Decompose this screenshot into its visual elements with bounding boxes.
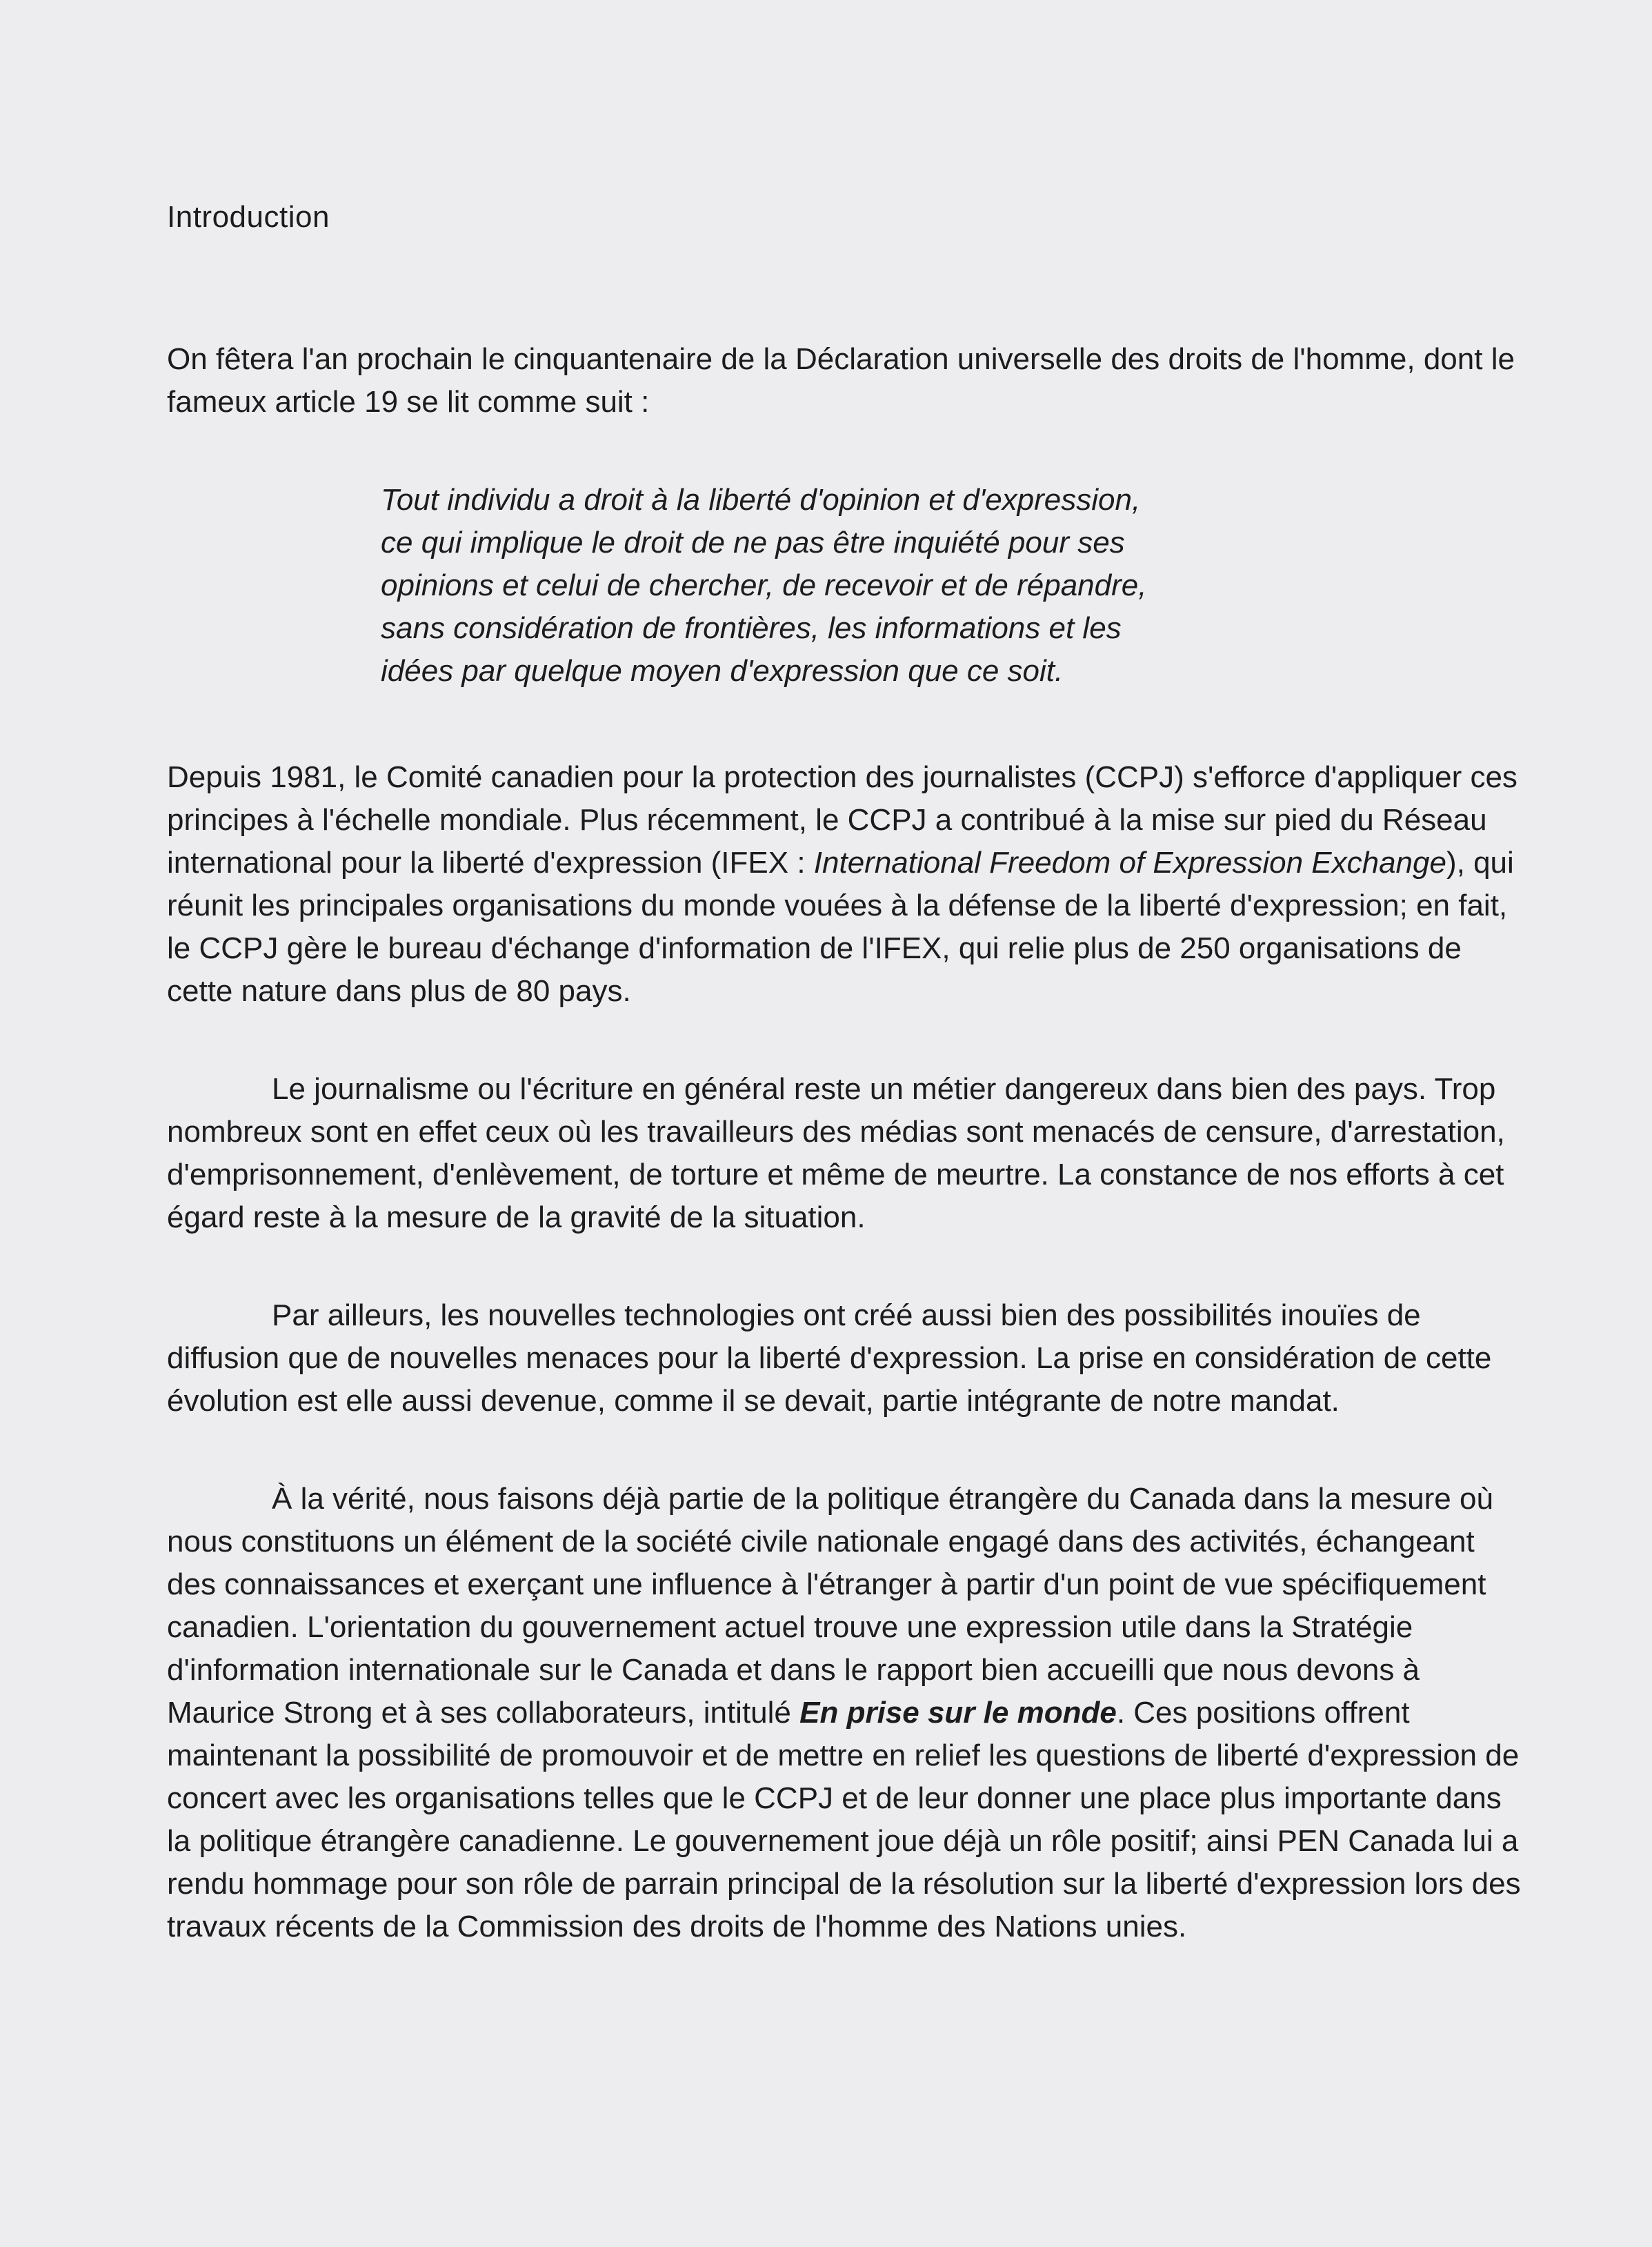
quote-line: ce qui implique le droit de ne pas être inquiété pour ses bbox=[381, 526, 1125, 560]
paragraph-2 bbox=[167, 756, 1521, 1013]
paragraph-2-text-b: ), qui réunit les principales organisations du monde vouées à la défense de la liberté d'expression; en fait, le CCPJ gère le bureau d'échange d'information de l'IFEX, qui relie plus de 250 organisations de cette nature dans plus de 80 pays. bbox=[167, 846, 1514, 1008]
quote-line: sans considération de frontières, les informations et les bbox=[381, 611, 1122, 645]
quote-line: Tout individu a droit à la liberté d'opinion et d'expression, bbox=[381, 483, 1141, 517]
ifex-full-name: International Freedom of Expression Exchange bbox=[813, 846, 1446, 880]
paragraph-5-text-b: . Ces positions offrent maintenant la possibilité de promouvoir et de mettre en relief les questions de liberté d'expression de concert avec les organisations telles que le CCPJ et de leur donner une place plus importante dans la politique étrangère canadienne. Le gouvernement joue déjà un rôle positif; ainsi PEN Canada lui a rendu hommage pour son rôle de parrain principal de la résolution sur la liberté d'expression lors des travaux récents de la Commission des droits de l'homme des Nations unies. bbox=[167, 1696, 1521, 1943]
paragraph-1: On fêtera l'an prochain le cinquantenaire de la Déclaration universelle des droits de l'homme, dont le fameux article 19 se lit comme suit : bbox=[167, 342, 1515, 419]
quote-line: opinions et celui de chercher, de recevoir et de répandre, bbox=[381, 568, 1147, 602]
paragraph-3: Le journalisme ou l'écriture en général reste un métier dangereux dans bien des pays. Trop nombreux sont en effet ceux où les travailleurs des médias sont menacés de censure, d'arrestation, d'emprisonnement, d'enlèvement, de torture et même de meurtre. La constance de nos efforts à cet égard reste à la mesure de la gravité de la situation. bbox=[167, 1072, 1505, 1234]
paragraph-4: Par ailleurs, les nouvelles technologies ont créé aussi bien des possibilités inouïes de diffusion que de nouvelles menaces pour la liberté d'expression. La prise en considération de cette évolution est elle aussi devenue, comme il se devait, partie intégrante de notre mandat. bbox=[167, 1298, 1492, 1418]
report-title: En prise sur le monde bbox=[799, 1696, 1117, 1730]
paragraph-5-text-a: À la vérité, nous faisons déjà partie de la politique étrangère du Canada dans la mesure où nous constituons un élément de la société civile nationale engagé dans des activités, échangeant des connaissances et exerçant une influence à l'étranger à partir d'un point de vue spécifiquement canadien. L'orientation du gouvernement actuel trouve une expression utile dans la Stratégie d'information internationale sur le Canada et dans le rapport bien accueilli que nous devons à Maurice Strong et à ses collaborateurs, intitulé bbox=[167, 1482, 1493, 1730]
article-19-quote bbox=[167, 479, 1521, 693]
quote-line: idées par quelque moyen d'expression que ce soit. bbox=[381, 654, 1064, 688]
paragraph-2-text-a: Depuis 1981, le Comité canadien pour la protection des journalistes (CCPJ) s'efforce d'appliquer ces principes à l'échelle mondiale. Plus récemment, le CCPJ a contribué à la mise sur pied du Réseau international pour la liberté d'expression (IFEX : bbox=[167, 760, 1517, 880]
paragraph-5 bbox=[167, 1478, 1521, 1948]
section-heading: Introduction bbox=[167, 200, 330, 234]
